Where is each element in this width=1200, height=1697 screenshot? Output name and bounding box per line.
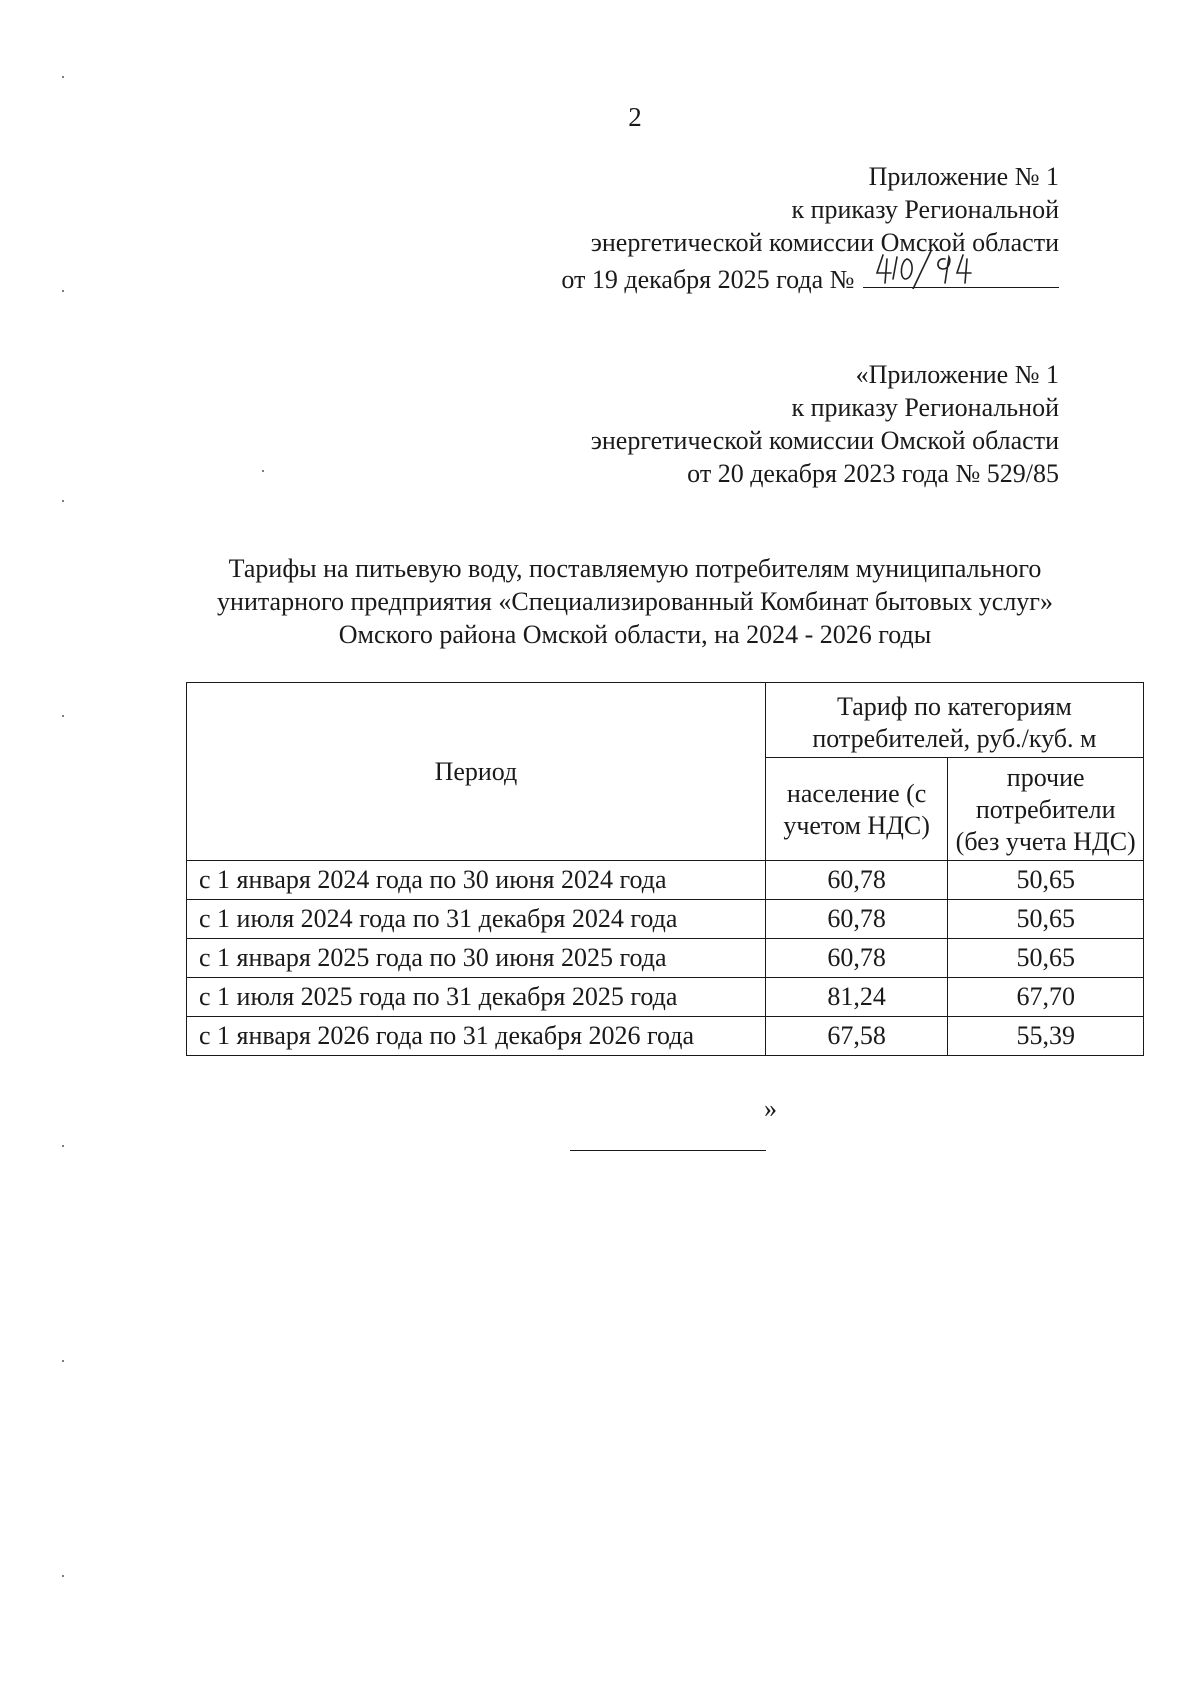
population-tariff-cell: 60,78: [765, 939, 948, 978]
original-attachment-header: [591, 358, 1059, 490]
closing-quote: »: [764, 1094, 777, 1123]
order-line: [561, 259, 1059, 296]
original-header-line: «Приложение № 1: [855, 360, 1059, 389]
other-tariff-cell: 67,70: [948, 978, 1144, 1017]
original-header-line: энергетической комиссии Омской области: [590, 426, 1059, 455]
population-tariff-cell: 60,78: [765, 861, 948, 900]
period-cell: с 1 января 2025 года по 30 июня 2025 года: [187, 939, 766, 978]
table-row: [187, 900, 1144, 939]
population-tariff-cell: 67,58: [765, 1017, 948, 1056]
population-tariff-cell: 81,24: [765, 978, 948, 1017]
period-cell: с 1 июля 2025 года по 31 декабря 2025 года: [187, 978, 766, 1017]
attachment-header-line: энергетической комиссии Омской области: [590, 228, 1059, 257]
table-row: [187, 1017, 1144, 1056]
other-consumers-header: прочие потребители (без учета НДС): [948, 758, 1144, 861]
scan-speck: [62, 1575, 64, 1577]
end-divider: [570, 1150, 766, 1151]
attachment-header: [561, 160, 1059, 296]
attachment-header-line: к приказу Региональной: [791, 195, 1059, 224]
scan-speck: [62, 500, 64, 502]
scan-speck: [62, 1360, 64, 1362]
title-line: Омского района Омской области, на 2024 - 2026 годы: [338, 620, 932, 649]
scan-speck: [62, 76, 64, 78]
order-line-prefix: от 19 декабря 2025 года №: [561, 265, 855, 294]
other-tariff-cell: 50,65: [948, 900, 1144, 939]
table-row: [187, 978, 1144, 1017]
attachment-header-line: Приложение № 1: [868, 162, 1059, 191]
title-line: Тарифы на питьевую воду, поставляемую потребителям муниципального: [228, 554, 1042, 583]
period-header: Период: [187, 683, 766, 861]
period-cell: с 1 января 2024 года по 30 июня 2024 года: [187, 861, 766, 900]
document-title: [0, 552, 1200, 651]
original-header-line: к приказу Региональной: [791, 393, 1059, 422]
period-cell: с 1 января 2026 года по 31 декабря 2026 года: [187, 1017, 766, 1056]
table-row: [187, 939, 1144, 978]
tariff-table: [186, 682, 1144, 1056]
tariff-group-header: Тариф по категориям потребителей, руб./куб. м: [765, 683, 1143, 758]
other-tariff-cell: 50,65: [948, 861, 1144, 900]
scan-speck: [262, 470, 264, 472]
table-row: [187, 861, 1144, 900]
title-line: унитарного предприятия «Специализированный Комбинат бытовых услуг»: [217, 587, 1053, 616]
handwritten-order-number: [863, 259, 1059, 288]
scan-speck: [62, 715, 64, 717]
page-number: 2: [628, 102, 642, 132]
other-tariff-cell: 55,39: [948, 1017, 1144, 1056]
other-tariff-cell: 50,65: [948, 939, 1144, 978]
handwritten-number-signature: [873, 249, 993, 289]
population-tariff-cell: 60,78: [765, 900, 948, 939]
population-header: население (с учетом НДС): [765, 758, 948, 861]
scan-speck: [62, 1145, 64, 1147]
original-header-line: от 20 декабря 2023 года № 529/85: [687, 459, 1059, 488]
period-cell: с 1 июля 2024 года по 31 декабря 2024 года: [187, 900, 766, 939]
scan-speck: [62, 290, 64, 292]
